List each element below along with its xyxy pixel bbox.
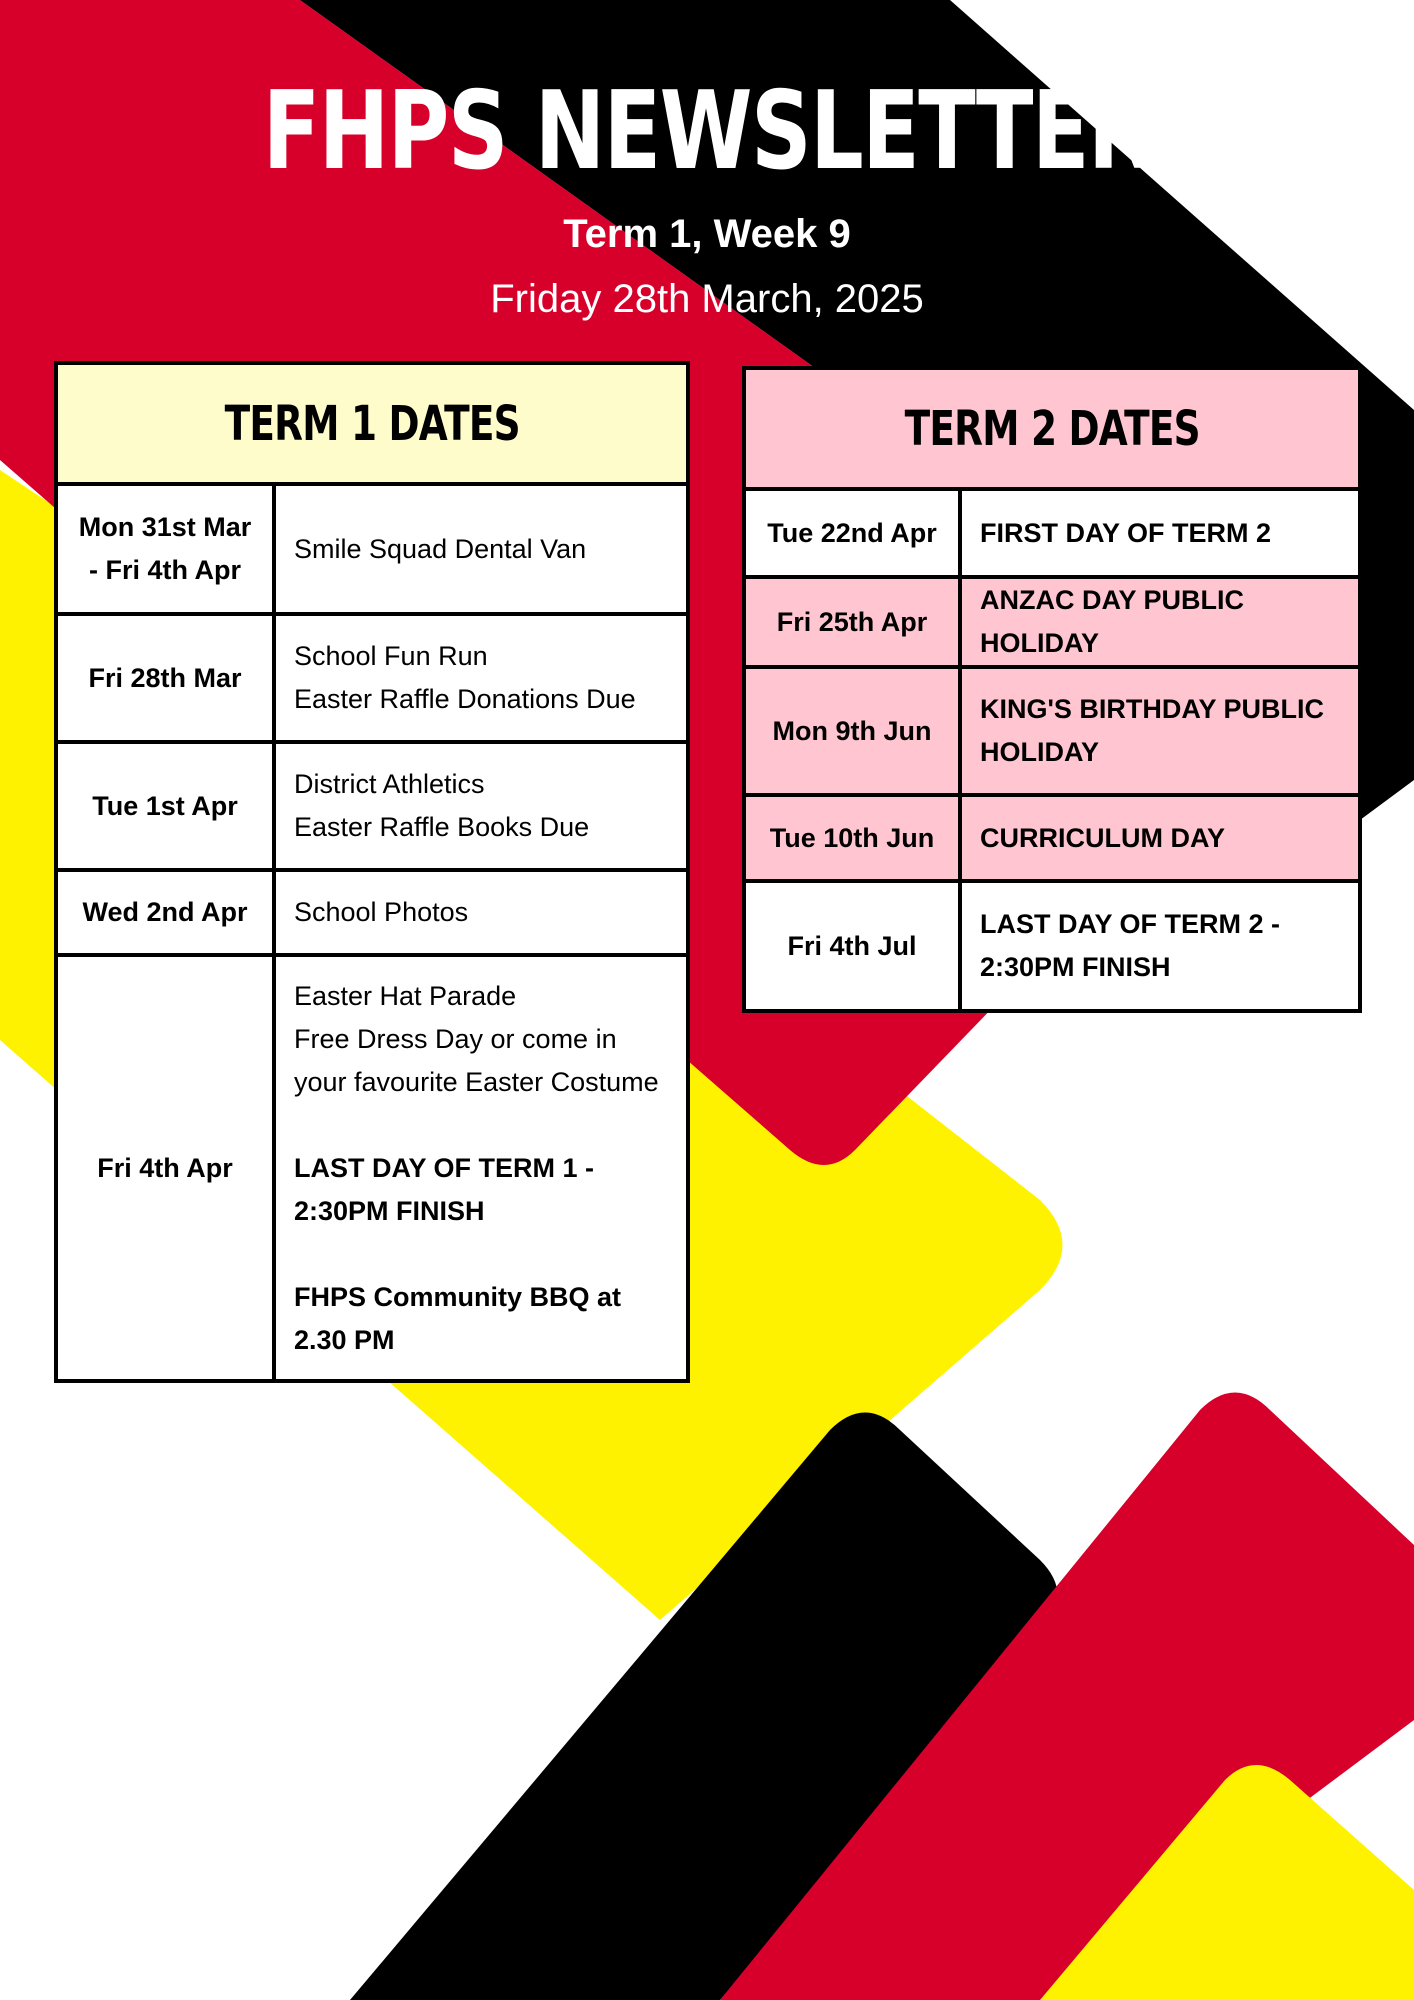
event-date: Wed 2nd Apr — [58, 870, 274, 955]
event-description: School Photos — [274, 870, 686, 955]
event-description: LAST DAY OF TERM 2 - 2:30PM FINISH — [960, 881, 1358, 1009]
table-row — [58, 614, 686, 742]
table-row — [746, 667, 1358, 795]
event-description: Easter Hat Parade Free Dress Day or come in your favourite Easter Costume LAST DAY OF TERM 1 - 2:30PM FINISH FHPS Community BBQ at 2.30 PM — [274, 955, 686, 1379]
term2-heading: TERM 2 DATES — [746, 370, 1358, 491]
table-row — [58, 742, 686, 870]
table-row — [746, 881, 1358, 1009]
newsletter-title: FHPS NEWSLETTER — [262, 69, 1152, 194]
term-week: Term 1, Week 9 — [563, 212, 851, 256]
event-description: CURRICULUM DAY — [960, 795, 1358, 881]
event-description: FIRST DAY OF TERM 2 — [960, 491, 1358, 577]
term1-dates-table — [54, 361, 690, 1383]
event-date: Tue 1st Apr — [58, 742, 274, 870]
table-row — [58, 486, 686, 614]
event-description: District Athletics Easter Raffle Books Due — [274, 742, 686, 870]
event-description: School Fun Run Easter Raffle Donations Due — [274, 614, 686, 742]
event-description: Smile Squad Dental Van — [274, 486, 686, 614]
bbq-notice: FHPS Community BBQ at 2.30 PM — [294, 1281, 622, 1355]
issue-date: Friday 28th March, 2025 — [490, 277, 924, 321]
event-date: Fri 25th Apr — [746, 577, 960, 667]
table-row — [746, 577, 1358, 667]
event-date: Mon 31st Mar - Fri 4th Apr — [58, 486, 274, 614]
term1-heading: TERM 1 DATES — [58, 365, 686, 486]
event-date: Fri 28th Mar — [58, 614, 274, 742]
event-description: KING'S BIRTHDAY PUBLIC HOLIDAY — [960, 667, 1358, 795]
table-row — [746, 795, 1358, 881]
event-date: Tue 22nd Apr — [746, 491, 960, 577]
event-date: Fri 4th Jul — [746, 881, 960, 1009]
term2-dates-table — [742, 366, 1362, 1013]
event-description: ANZAC DAY PUBLIC HOLIDAY — [960, 577, 1358, 667]
event-date: Mon 9th Jun — [746, 667, 960, 795]
event-date: Tue 10th Jun — [746, 795, 960, 881]
last-day-notice: LAST DAY OF TERM 1 - 2:30PM FINISH — [294, 1152, 595, 1226]
table-row — [746, 491, 1358, 577]
table-row — [58, 870, 686, 955]
table-row — [58, 955, 686, 1379]
event-date: Fri 4th Apr — [58, 955, 274, 1379]
